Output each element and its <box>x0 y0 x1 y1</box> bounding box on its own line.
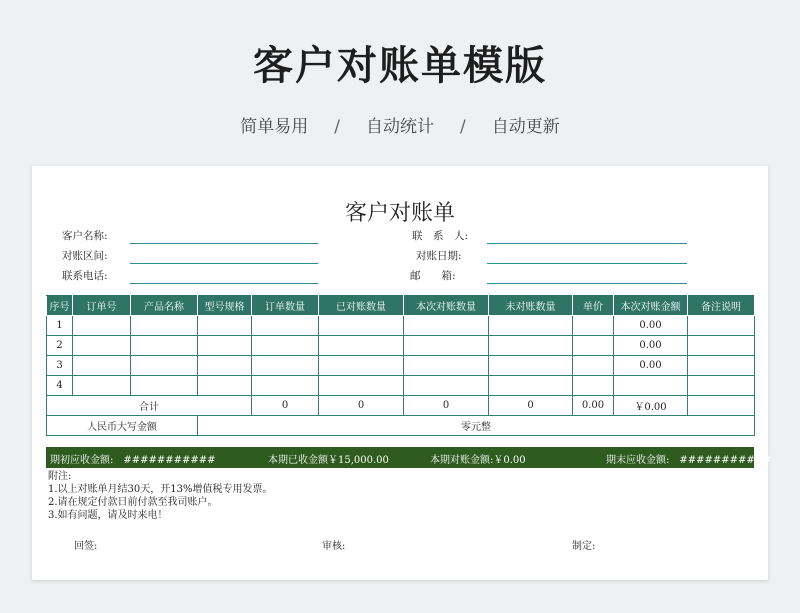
table-cell[interactable] <box>688 336 755 356</box>
table-cell[interactable] <box>131 376 198 396</box>
summary-bar <box>46 447 772 468</box>
receipt-signature-label: 回签: <box>74 541 98 552</box>
table-cell[interactable] <box>73 316 131 336</box>
notes <box>48 470 273 522</box>
table-cell[interactable] <box>131 356 198 376</box>
rmb-row <box>47 416 755 436</box>
table-cell[interactable] <box>319 356 404 376</box>
feature-auto-update: 自动更新 <box>491 117 560 137</box>
row-number: 2 <box>47 336 73 356</box>
table-cell[interactable] <box>131 336 198 356</box>
review-signature-label: 审核: <box>322 541 346 552</box>
total-remark[interactable] <box>688 396 755 416</box>
total-reconciled-qty: 0 <box>319 396 404 416</box>
period-label: 对账区间: <box>62 250 108 262</box>
notes-title: 附注: <box>48 471 72 482</box>
document-title: 客户对账单 <box>344 201 455 226</box>
table-cell[interactable] <box>252 336 319 356</box>
total-label: 合计 <box>47 396 252 416</box>
col-header: 产品名称 <box>131 296 198 316</box>
col-header: 本次对账金额 <box>614 296 688 316</box>
row-amount: 0.00 <box>614 316 688 336</box>
table-cell[interactable] <box>198 336 252 356</box>
table-cell[interactable] <box>573 356 614 376</box>
reconciled-amount: 本期对账金额:￥0.00 <box>430 455 526 466</box>
col-header: 未对账数量 <box>489 296 573 316</box>
note-item: 1.以上对账单月结30天，开13%增值税专用发票。 <box>48 484 273 495</box>
row-number: 1 <box>47 316 73 336</box>
total-unreconciled-qty: 0 <box>489 396 573 416</box>
note-item: 3.如有问题，请及时来电！ <box>48 510 168 521</box>
prepared-signature-label: 制定: <box>572 541 596 552</box>
table-cell[interactable] <box>252 316 319 336</box>
date-label: 对账日期: <box>416 250 462 262</box>
table-header-row <box>47 296 755 316</box>
row-amount: 0.00 <box>614 356 688 376</box>
col-header: 订单号 <box>73 296 131 316</box>
table-cell[interactable] <box>319 376 404 396</box>
col-header: 备注说明 <box>688 296 755 316</box>
received-amount: 本期已收金额￥15,000.00 <box>268 455 389 466</box>
total-row <box>47 396 755 416</box>
table-cell[interactable] <box>319 316 404 336</box>
customer-name-label: 客户名称: <box>62 230 108 242</box>
table-cell[interactable] <box>404 316 489 336</box>
email-label: 邮 箱: <box>410 270 456 282</box>
table-row <box>47 356 755 376</box>
note-item: 2.请在规定付款日前付款至我司账户。 <box>48 497 218 508</box>
row-number: 4 <box>47 376 73 396</box>
col-header: 型号规格 <box>198 296 252 316</box>
total-current-amount: ￥0.00 <box>614 396 688 416</box>
total-order-qty: 0 <box>252 396 319 416</box>
table-cell[interactable] <box>489 376 573 396</box>
customer-name-field[interactable] <box>130 243 318 244</box>
separator: / <box>334 117 340 137</box>
phone-label: 联系电话: <box>62 270 108 282</box>
table-cell[interactable] <box>688 356 755 376</box>
closing-balance: 期末应收金额: ########### <box>606 455 772 466</box>
row-amount <box>614 376 688 396</box>
page-title: 客户对账单模版 <box>253 43 547 89</box>
table-cell[interactable] <box>319 336 404 356</box>
opening-balance: 期初应收金额: ########### <box>50 455 216 466</box>
phone-field[interactable] <box>130 283 318 284</box>
col-header: 序号 <box>47 296 73 316</box>
table-cell[interactable] <box>489 316 573 336</box>
table-cell[interactable] <box>573 376 614 396</box>
table-cell[interactable] <box>573 336 614 356</box>
table-cell[interactable] <box>73 356 131 376</box>
col-header: 已对账数量 <box>319 296 404 316</box>
table-cell[interactable] <box>489 356 573 376</box>
table-cell[interactable] <box>404 336 489 356</box>
table-cell[interactable] <box>688 316 755 336</box>
table-cell[interactable] <box>198 316 252 336</box>
rmb-label: 人民币大写金额 <box>47 416 198 436</box>
feature-list <box>0 112 800 137</box>
table-cell[interactable] <box>573 316 614 336</box>
email-field[interactable] <box>487 283 687 284</box>
table-cell[interactable] <box>252 376 319 396</box>
table-cell[interactable] <box>404 356 489 376</box>
table-cell[interactable] <box>198 376 252 396</box>
row-amount: 0.00 <box>614 336 688 356</box>
contact-label: 联 系 人: <box>412 230 469 242</box>
col-header: 订单数量 <box>252 296 319 316</box>
separator: / <box>460 117 466 137</box>
table-cell[interactable] <box>252 356 319 376</box>
col-header: 单价 <box>573 296 614 316</box>
total-unit-price: 0.00 <box>573 396 614 416</box>
table-cell[interactable] <box>131 316 198 336</box>
total-current-qty: 0 <box>404 396 489 416</box>
table-row <box>47 376 755 396</box>
row-number: 3 <box>47 356 73 376</box>
statement-table <box>46 295 755 436</box>
table-row <box>47 316 755 336</box>
contact-field[interactable] <box>487 243 687 244</box>
rmb-value: 零元整 <box>198 416 755 436</box>
table-row <box>47 336 755 356</box>
table-cell[interactable] <box>489 336 573 356</box>
col-header: 本次对账数量 <box>404 296 489 316</box>
statement-sheet <box>32 166 772 580</box>
table-cell[interactable] <box>73 336 131 356</box>
period-field[interactable] <box>130 263 318 264</box>
table-cell[interactable] <box>404 376 489 396</box>
table-cell[interactable] <box>198 356 252 376</box>
date-field[interactable] <box>487 263 687 264</box>
feature-easy: 简单易用 <box>240 117 309 137</box>
table-cell[interactable] <box>73 376 131 396</box>
feature-auto-stats: 自动统计 <box>366 117 434 137</box>
table-cell[interactable] <box>688 376 755 396</box>
